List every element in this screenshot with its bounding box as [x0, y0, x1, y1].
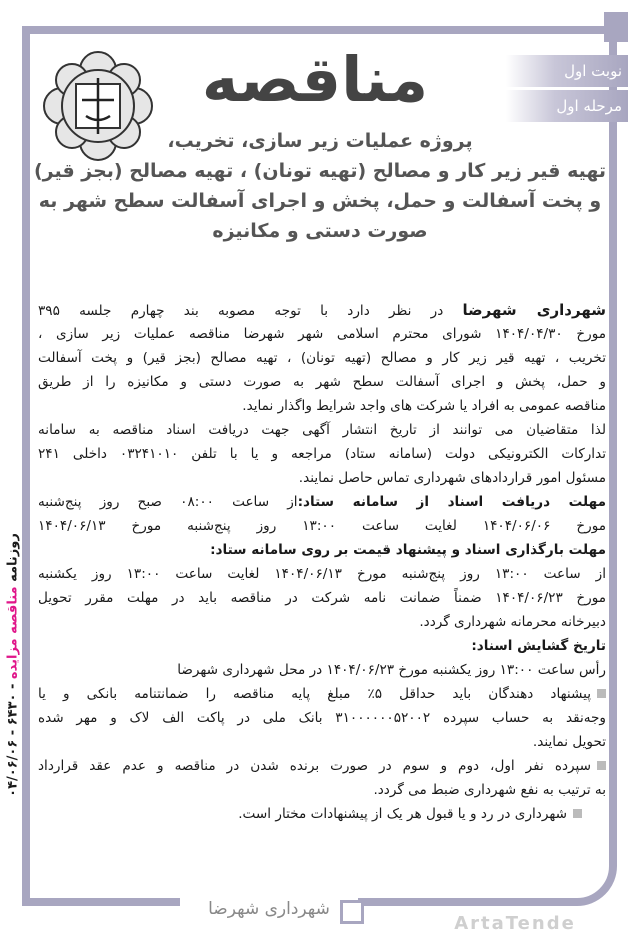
- bullet-square-icon: [597, 689, 606, 698]
- upload-label-text: مهلت بارگذاری اسناد و پیشنهاد قیمت بر روی سامانه ستاد:: [210, 542, 606, 558]
- intro-line: [38, 298, 606, 322]
- footer-signature: شهرداری شهرضا: [180, 892, 358, 926]
- project-headline: [32, 126, 608, 246]
- opening-label-text: تاریخ گشایش اسناد:: [471, 638, 606, 654]
- bullet-square-icon: [597, 761, 606, 770]
- intro-lead: شهرداری شهرضا: [462, 301, 606, 319]
- side-brand: مناقصه مزایده: [5, 586, 21, 680]
- receive-line: [38, 490, 606, 514]
- note-line: تحویل نمایند.: [532, 734, 606, 750]
- upload-line: مورخ ۱۴۰۴/۰۶/۲۳ ضمناً ضمانت نامه شرکت در مناقصه باید در مهلت مقرر تحویل: [38, 590, 606, 606]
- intro-line: مورخ ۱۴۰۴/۰۴/۳۰ شورای محترم اسلامی شهر شهرضا مناقصه عملیات زیر سازی ،: [38, 326, 606, 342]
- note-line: [38, 754, 606, 778]
- note-text: شهرداری در رد و یا قبول هر یک از پیشنهادات مختار است.: [238, 806, 567, 822]
- receive-line: مورخ ۱۴۰۴/۰۶/۰۶ لغایت ساعت ۱۳:۰۰ روز پنج‌شنبه مورخ ۱۴۰۴/۰۶/۱۳: [38, 518, 606, 534]
- bullet-square-icon: [573, 809, 582, 818]
- headline-line: تهیه قیر زیر کار و مصالح (تهیه تونان) ، تهیه مصالح (بجز قیر): [33, 160, 607, 182]
- upload-label: [38, 538, 606, 562]
- opening-line: رأس ساعت ۱۳:۰۰ روز یکشنبه مورخ ۱۴۰۴/۰۶/۲۳ در محل شهرداری شهرضا: [177, 662, 606, 678]
- side-issue: - ۶۴۳۰ - ۰۴/۰۶/۰۶: [5, 683, 21, 797]
- headline-line: صورت دستی و مکانیزه: [212, 220, 428, 242]
- ad-body: [38, 298, 606, 826]
- intro-line: تخریب ، تهیه قیر زیر کار و مصالح (تهیه تونان) ، تهیه مصالح (بجز قیر) و پخت آسفالت: [38, 350, 606, 366]
- frame-corner: [604, 12, 628, 42]
- contact-line: تدارکات الکترونیکی دولت (سامانه ستاد) مراجعه و یا با تلفن ۰۳۲۴۱۰۱۰ داخلی ۲۴۱: [38, 446, 606, 462]
- opening-label: [38, 634, 606, 658]
- upload-line: دبیرخانه محرمانه شهرداری گردد.: [419, 614, 606, 630]
- intro-text: در نظر دارد با توجه مصوبه بند چهارم جلسه ۳۹۵: [38, 303, 463, 319]
- badge-round: نوبت اول: [506, 55, 628, 87]
- ad-title: مناقصه: [201, 43, 429, 116]
- note-text: سپرده نفر اول، دوم و سوم در صورت برنده شدن در مناقصه و عدم عقد قرارداد: [38, 758, 591, 774]
- receive-label: مهلت دریافت اسناد از سامانه ستاد:: [297, 494, 606, 510]
- badge-stage: مرحله اول: [506, 90, 628, 122]
- intro-line: مناقصه عمومی به افراد یا شرکت های واجد شرایط واگذار نماید.: [242, 398, 606, 414]
- intro-line: و حمل، پخش و اجرای آسفالت سطح شهر به صورت دستی و مکانیزه را از طریق: [38, 374, 606, 390]
- note-line: [38, 802, 606, 826]
- note-line: وجه‌نقد به حساب سپرده ۳۱۰۰۰۰۰۰۵۲۰۰۲ بانک ملی در پاکت الف لاک و مهر شده: [38, 710, 606, 726]
- note-line: [38, 682, 606, 706]
- note-text: پیشنهاد دهندگان باید حداقل ۵٪ مبلغ پایه مناقصه را ضمانتنامه بانکی و یا: [38, 686, 591, 702]
- footer-square-icon: [340, 900, 364, 924]
- side-prefix: روزنامه: [5, 533, 21, 582]
- contact-line: مسئول امور قراردادهای شهرداری تماس حاصل نمایند.: [298, 470, 606, 486]
- headline-line: و پخت آسفالت و حمل، پخش و اجرای آسفالت سطح شهر به: [38, 190, 602, 212]
- publication-info: [2, 520, 24, 810]
- note-line: به ترتیب به نفع شهرداری ضبط می گردد.: [373, 782, 606, 798]
- contact-line: لذا متقاضیان می توانند از تاریخ انتشار آگهی جهت دریافت اسناد مناقصه به سامانه: [38, 422, 606, 438]
- watermark: ArtaTende: [454, 913, 576, 934]
- upload-line: از ساعت ۱۳:۰۰ روز پنج‌شنبه مورخ ۱۴۰۴/۰۶/۱۳ لغایت ساعت ۱۳:۰۰ روز یکشنبه: [38, 566, 606, 582]
- receive-text: از ساعت ۰۸:۰۰ صبح روز پنج‌شنبه: [38, 494, 298, 510]
- headline-line: پروژه عملیات زیر سازی، تخریب،: [167, 130, 473, 152]
